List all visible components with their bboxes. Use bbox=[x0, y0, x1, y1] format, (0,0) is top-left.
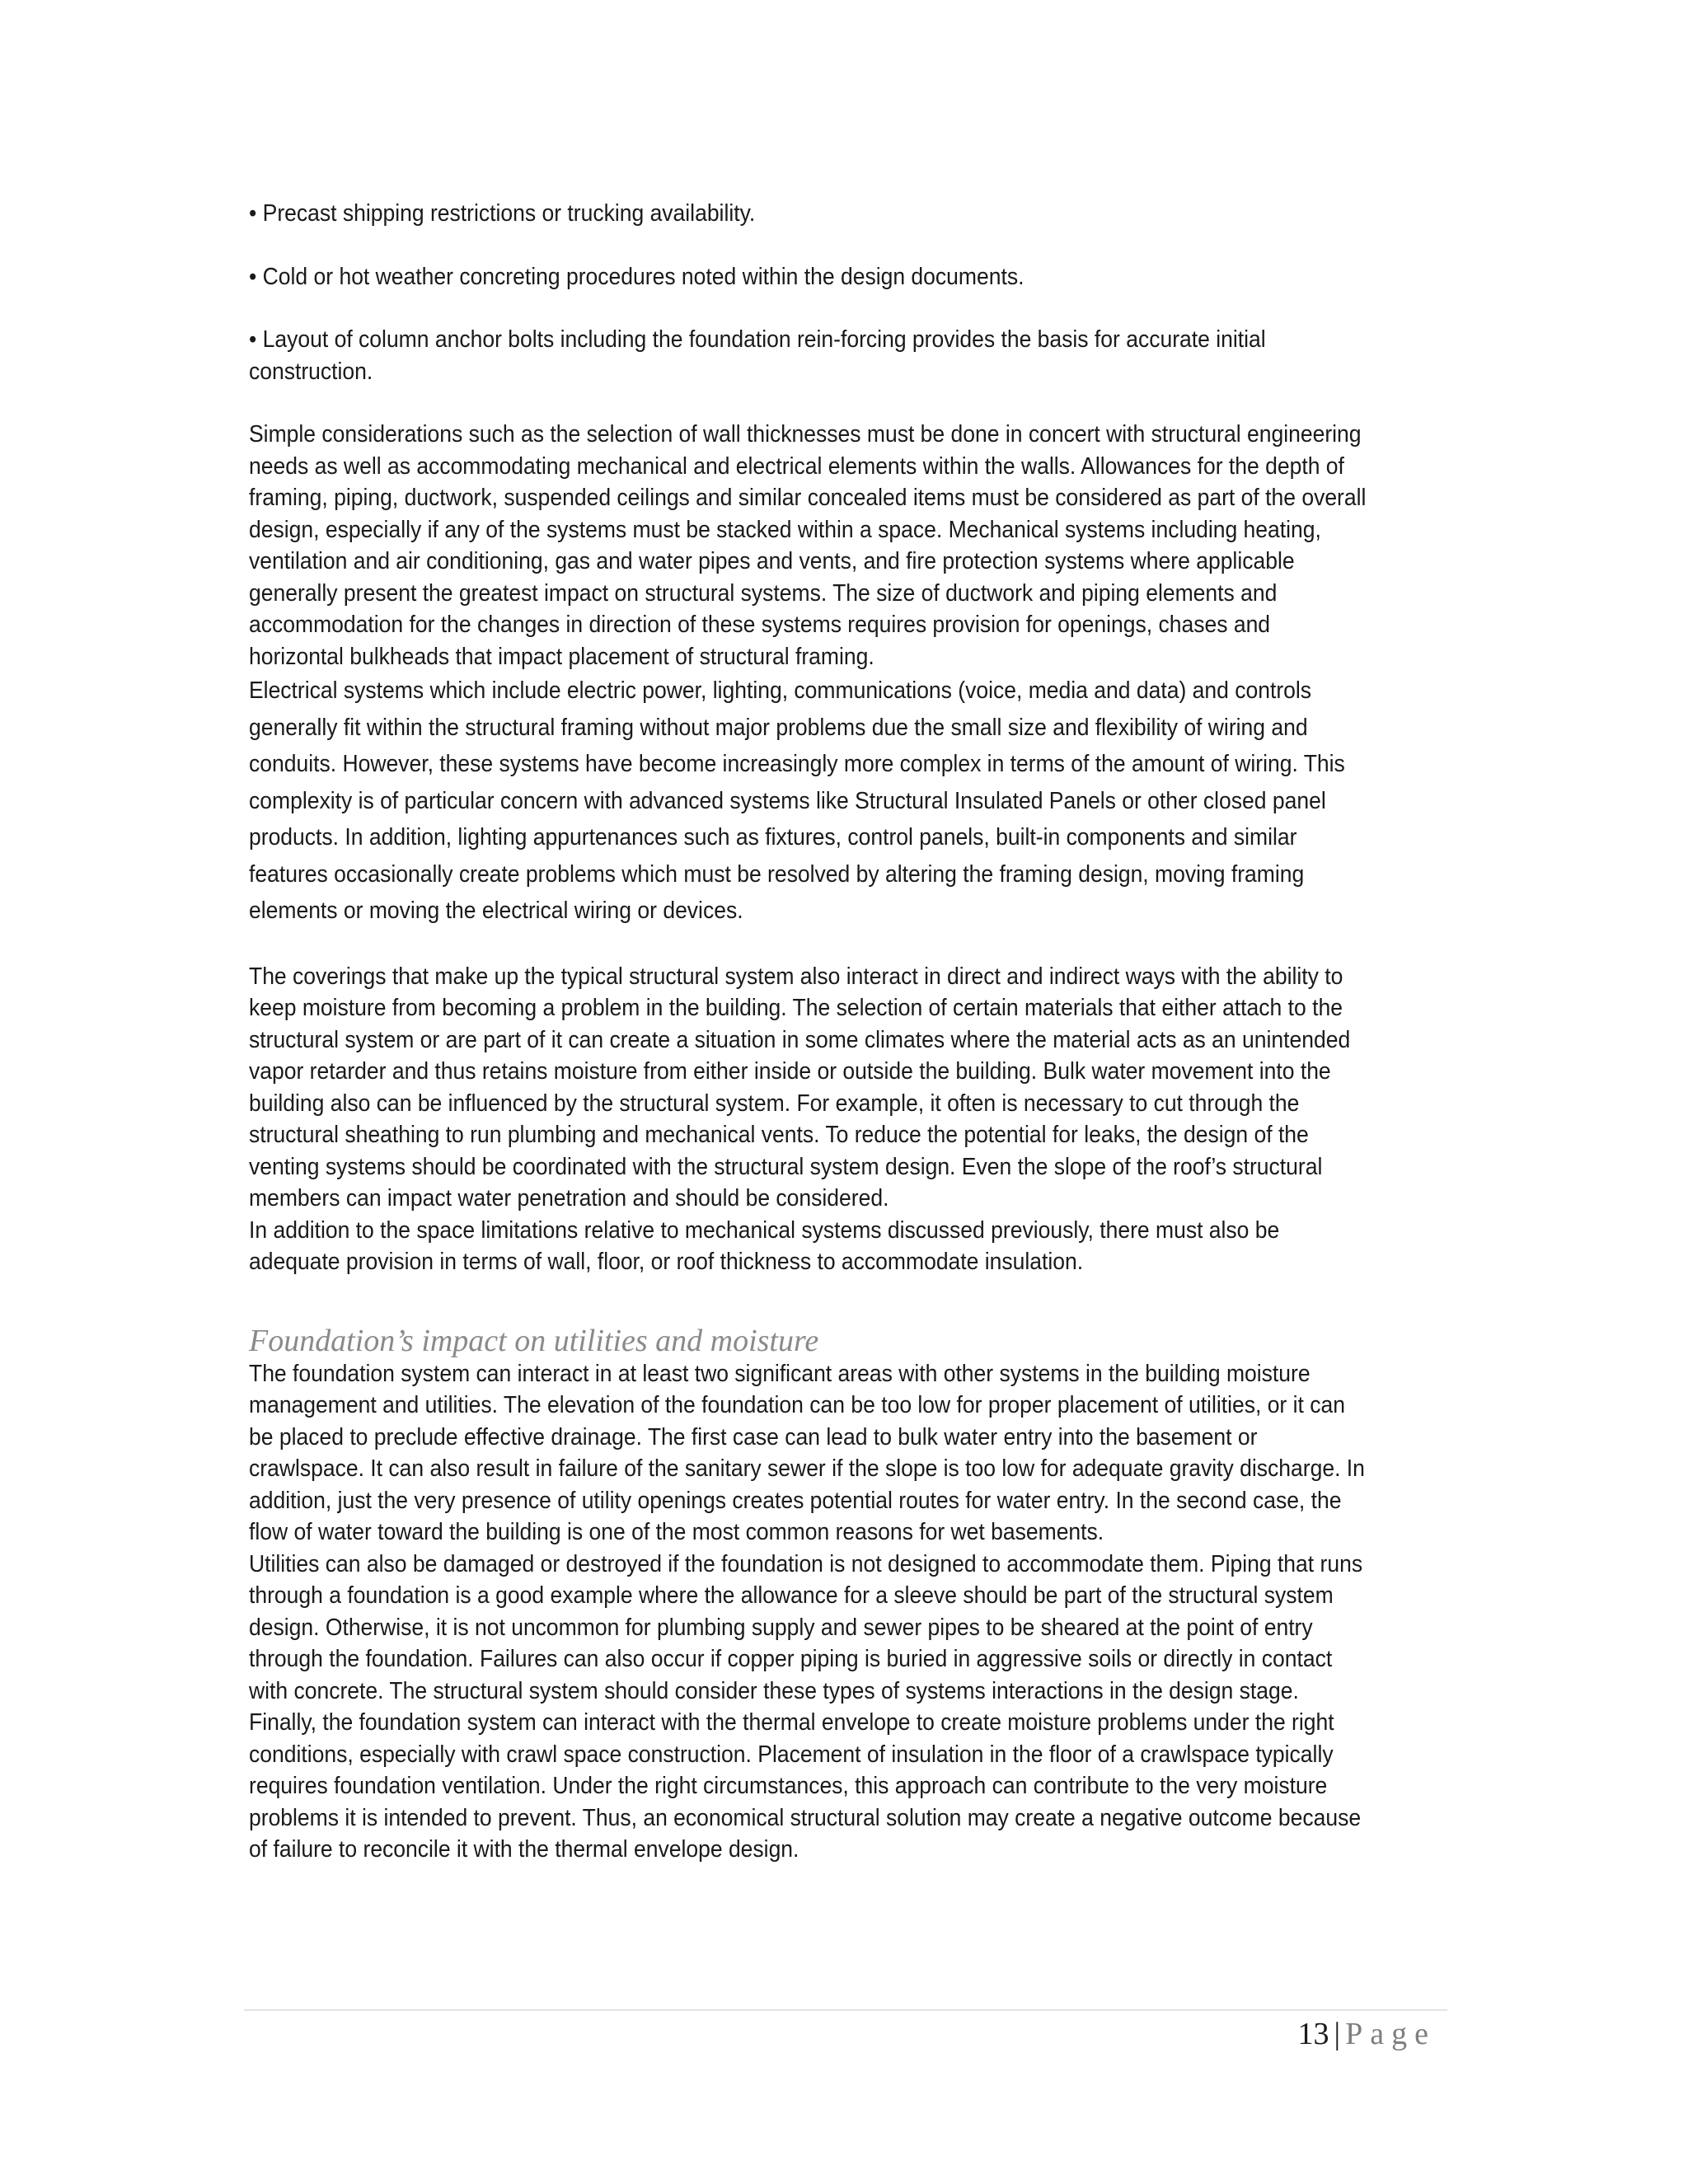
page-number: 13 bbox=[1297, 2017, 1329, 2051]
paragraph-coverings-moisture: The coverings that make up the typical structural system also interact in direct and indirect ways with the ability to keep moisture from becoming a problem in the building. The selection of certain materials that either attach to the structural system or are part of it can create a situation in some climates where the material acts as an unintended vapor retarder and thus retains moisture from either inside or outside the building. Bulk water movement into the building also can be influenced by the structural system. For example, it often is necessary to cut through the structural sheathing to run plumbing and mechanical vents. To reduce the potential for leaks, the design of the venting systems should be coordinated with the structural system design. Even the slope of the roof’s structural members can impact water penetration and should be considered. bbox=[249, 963, 1351, 1212]
bullet-precast-shipping: • Precast shipping restrictions or trucking availability. bbox=[249, 200, 756, 227]
page-content bbox=[249, 198, 1368, 1866]
paragraph-thermal-envelope: Finally, the foundation system can interact with the thermal envelope to create moisture problems under the right conditions, especially with crawl space construction. Placement of insulation in the floor of a crawlspace typically requires foundation ventilation. Under the right circumstances, this approach can contribute to the very moisture problems it is intended to prevent. Thus, an economical structural solution may create a negative outcome because of failure to reconcile it with the thermal envelope design. bbox=[249, 1709, 1362, 1863]
page-label: Page bbox=[1345, 2017, 1436, 2051]
page-separator: | bbox=[1334, 2017, 1341, 2051]
page-footer bbox=[1298, 2016, 1436, 2052]
section-heading: Foundation’s impact on utilities and moisture bbox=[249, 1323, 819, 1358]
paragraph-insulation-provision: In addition to the space limitations relative to mechanical systems discussed previously, there must also be adequate provision in terms of wall, floor, or roof thickness to accommodate insulation. bbox=[249, 1216, 1280, 1275]
footer-divider bbox=[244, 2009, 1447, 2011]
paragraph-foundation-interaction: The foundation system can interact in at least two significant areas with other systems in the building moisture management and utilities. The elevation of the foundation can be too low for proper placement of utilities, or it can be placed to preclude effective drainage. The first case can lead to bulk water entry into the basement or crawlspace. It can also result in failure of the sanitary sewer if the slope is too low for adequate gravity discharge. In addition, just the very presence of utility openings creates potential routes for water entry. In the second case, the flow of water toward the building is one of the most common reasons for wet basements. bbox=[249, 1360, 1365, 1545]
paragraph-wall-thickness: Simple considerations such as the selection of wall thicknesses must be done in concert with structural engineering needs as well as accommodating mechanical and electrical elements within the walls. Allowances for the depth of framing, piping, ductwork, suspended ceilings and similar concealed items must be considered as part of the overall design, especially if any of the systems must be stacked within a space. Mechanical systems including heating, ventilation and air conditioning, gas and water pipes and vents, and fire protection systems where applicable generally present the greatest impact on structural systems. The size of ductwork and piping elements and accommodation for the changes in direction of these systems requires provision for openings, chases and horizontal bulkheads that impact placement of structural framing. bbox=[249, 421, 1367, 670]
bullet-weather-concreting: • Cold or hot weather concreting procedures noted within the design documents. bbox=[249, 263, 1025, 290]
paragraph-electrical-systems: Electrical systems which include electric power, lighting, communications (voice, media and data) and controls generally fit within the structural framing without major problems due the small size and flexibility of wiring and conduits. However, these systems have become increasingly more complex in terms of the amount of wiring. This complexity is of particular concern with advanced systems like Structural Insulated Panels or other closed panel products. In addition, lighting appurtenances such as fixtures, control panels, built-in components and similar features occasionally create problems which must be resolved by altering the framing design, moving framing elements or moving the electrical wiring or devices. bbox=[249, 677, 1345, 924]
paragraph-utilities-damage: Utilities can also be damaged or destroyed if the foundation is not designed to accommodate them. Piping that runs through a foundation is a good example where the allowance for a sleeve should be part of the structural system design. Otherwise, it is not uncommon for plumbing supply and sewer pipes to be sheared at the point of entry through the foundation. Failures can also occur if copper piping is buried in aggressive soils or directly in contact with concrete. The structural system should consider these types of systems interactions in the design stage. bbox=[249, 1550, 1363, 1704]
bullet-anchor-bolts: • Layout of column anchor bolts including the foundation rein-forcing provides the basis for accurate initial construction. bbox=[249, 326, 1266, 385]
